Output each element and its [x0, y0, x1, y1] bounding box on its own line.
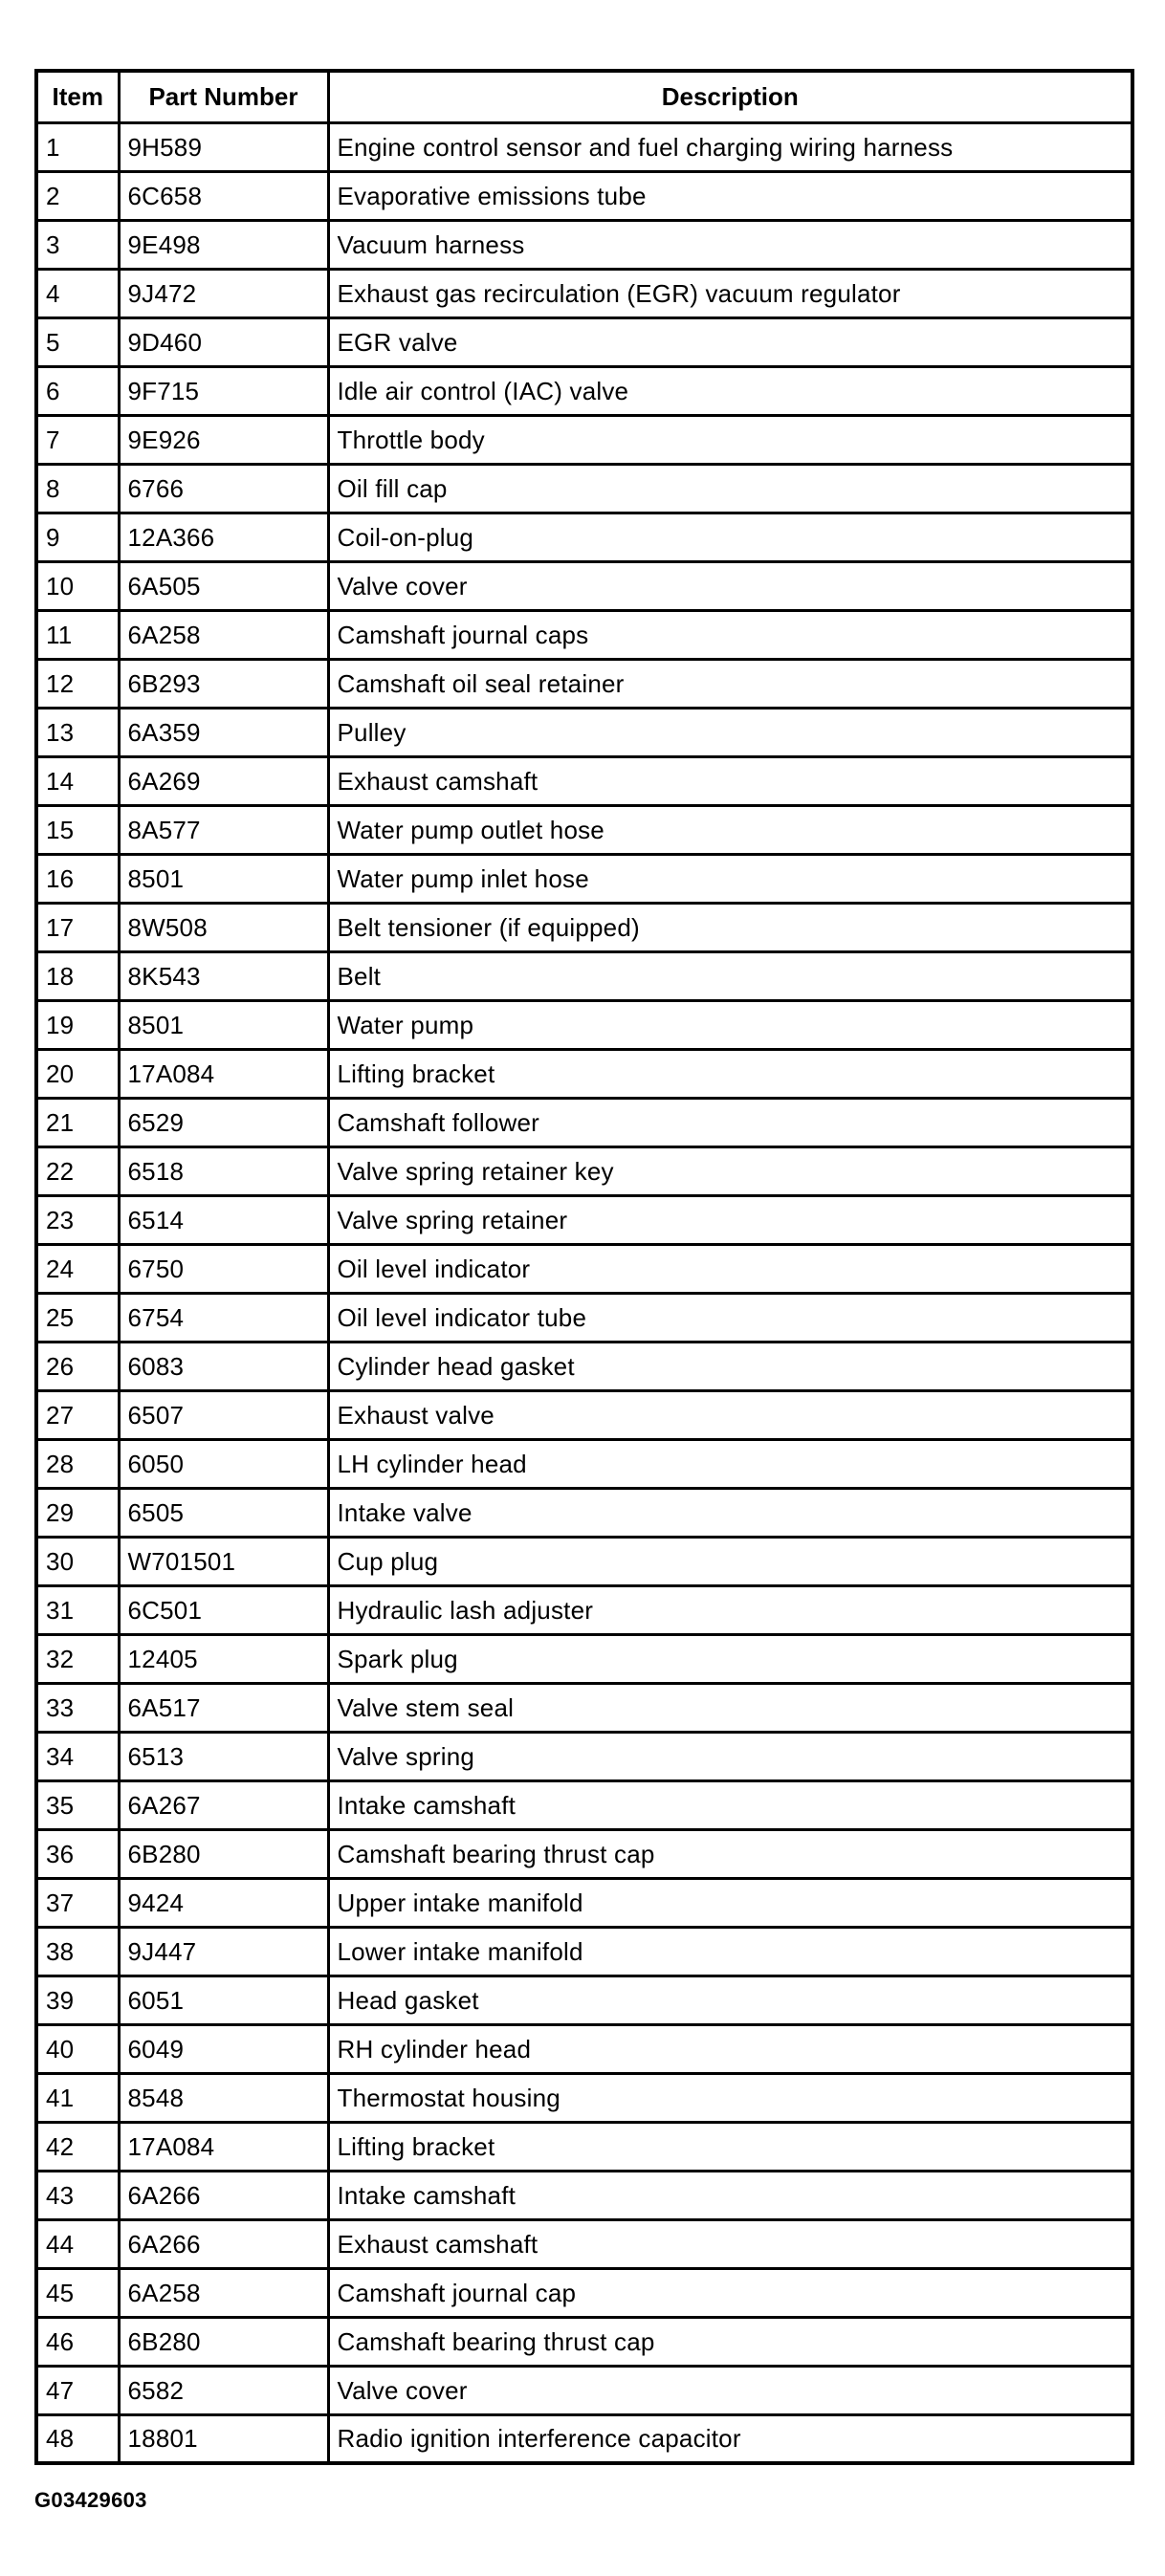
table-row — [36, 1927, 1132, 1976]
cell-description: Throttle body — [328, 415, 1132, 464]
cell-item: 30 — [36, 1537, 119, 1585]
table-header — [36, 71, 1132, 122]
table-row — [36, 2414, 1132, 2463]
cell-item: 15 — [36, 805, 119, 854]
table-row — [36, 1146, 1132, 1195]
cell-description: Belt tensioner (if equipped) — [328, 903, 1132, 951]
cell-part-number: 8548 — [119, 2073, 328, 2122]
cell-item: 27 — [36, 1390, 119, 1439]
cell-description: Oil fill cap — [328, 464, 1132, 513]
table-row — [36, 464, 1132, 513]
table-row — [36, 513, 1132, 561]
cell-part-number: 6505 — [119, 1488, 328, 1537]
cell-part-number: 6750 — [119, 1244, 328, 1293]
cell-description: Water pump inlet hose — [328, 854, 1132, 903]
cell-description: Camshaft bearing thrust cap — [328, 2317, 1132, 2366]
cell-item: 7 — [36, 415, 119, 464]
table-row — [36, 2073, 1132, 2122]
cell-description: Belt — [328, 951, 1132, 1000]
cell-item: 23 — [36, 1195, 119, 1244]
cell-part-number: 6B280 — [119, 2317, 328, 2366]
cell-part-number: 6A266 — [119, 2219, 328, 2268]
table-row — [36, 561, 1132, 610]
cell-description: Exhaust gas recirculation (EGR) vacuum regulator — [328, 269, 1132, 317]
cell-item: 46 — [36, 2317, 119, 2366]
cell-description: Coil-on-plug — [328, 513, 1132, 561]
table-row — [36, 1488, 1132, 1537]
table-row — [36, 1732, 1132, 1780]
cell-description: LH cylinder head — [328, 1439, 1132, 1488]
cell-description: Valve cover — [328, 561, 1132, 610]
table-row — [36, 708, 1132, 756]
table-row — [36, 1342, 1132, 1390]
cell-description: Oil level indicator tube — [328, 1293, 1132, 1342]
cell-description: Vacuum harness — [328, 220, 1132, 269]
cell-description: Lifting bracket — [328, 2122, 1132, 2171]
cell-part-number: 6A267 — [119, 1780, 328, 1829]
cell-part-number: 6051 — [119, 1976, 328, 2024]
cell-item: 21 — [36, 1098, 119, 1146]
cell-part-number: 18801 — [119, 2414, 328, 2463]
table-row — [36, 854, 1132, 903]
cell-item: 11 — [36, 610, 119, 659]
cell-description: Hydraulic lash adjuster — [328, 1585, 1132, 1634]
cell-part-number: 8501 — [119, 854, 328, 903]
cell-item: 44 — [36, 2219, 119, 2268]
table-row — [36, 951, 1132, 1000]
cell-description: Valve spring retainer key — [328, 1146, 1132, 1195]
table-row — [36, 2024, 1132, 2073]
header-row — [36, 71, 1132, 122]
cell-description: Exhaust valve — [328, 1390, 1132, 1439]
parts-table — [34, 69, 1134, 2465]
cell-item: 41 — [36, 2073, 119, 2122]
table-row — [36, 220, 1132, 269]
cell-item: 9 — [36, 513, 119, 561]
column-header-part-number: Part Number — [119, 71, 328, 122]
cell-part-number: 9H589 — [119, 122, 328, 171]
cell-item: 36 — [36, 1829, 119, 1878]
table-row — [36, 366, 1132, 415]
cell-description: Water pump — [328, 1000, 1132, 1049]
table-row — [36, 903, 1132, 951]
table-row — [36, 2122, 1132, 2171]
cell-description: Valve cover — [328, 2366, 1132, 2414]
table-row — [36, 1390, 1132, 1439]
cell-item: 18 — [36, 951, 119, 1000]
cell-part-number: 6507 — [119, 1390, 328, 1439]
cell-description: Intake camshaft — [328, 1780, 1132, 1829]
cell-item: 1 — [36, 122, 119, 171]
cell-part-number: 12405 — [119, 1634, 328, 1683]
cell-description: Evaporative emissions tube — [328, 171, 1132, 220]
cell-item: 5 — [36, 317, 119, 366]
cell-item: 35 — [36, 1780, 119, 1829]
cell-part-number: 17A084 — [119, 1049, 328, 1098]
table-row — [36, 1585, 1132, 1634]
cell-part-number: 12A366 — [119, 513, 328, 561]
table-row — [36, 122, 1132, 171]
cell-item: 29 — [36, 1488, 119, 1537]
cell-description: Lower intake manifold — [328, 1927, 1132, 1976]
cell-description: Exhaust camshaft — [328, 2219, 1132, 2268]
table-row — [36, 1634, 1132, 1683]
cell-description: Lifting bracket — [328, 1049, 1132, 1098]
cell-part-number: 6B293 — [119, 659, 328, 708]
table-row — [36, 415, 1132, 464]
cell-description: Valve stem seal — [328, 1683, 1132, 1732]
cell-description: Head gasket — [328, 1976, 1132, 2024]
table-row — [36, 269, 1132, 317]
cell-item: 31 — [36, 1585, 119, 1634]
cell-item: 37 — [36, 1878, 119, 1927]
table-row — [36, 2219, 1132, 2268]
cell-item: 39 — [36, 1976, 119, 2024]
table-row — [36, 1049, 1132, 1098]
cell-part-number: 9E498 — [119, 220, 328, 269]
cell-item: 12 — [36, 659, 119, 708]
table-row — [36, 1537, 1132, 1585]
cell-item: 32 — [36, 1634, 119, 1683]
cell-part-number: 9J472 — [119, 269, 328, 317]
table-row — [36, 1780, 1132, 1829]
cell-part-number: 8W508 — [119, 903, 328, 951]
table-row — [36, 1000, 1132, 1049]
cell-item: 38 — [36, 1927, 119, 1976]
table-row — [36, 2171, 1132, 2219]
cell-description: Camshaft follower — [328, 1098, 1132, 1146]
cell-description: Intake valve — [328, 1488, 1132, 1537]
cell-item: 8 — [36, 464, 119, 513]
cell-description: Spark plug — [328, 1634, 1132, 1683]
cell-item: 48 — [36, 2414, 119, 2463]
cell-description: EGR valve — [328, 317, 1132, 366]
table-row — [36, 1098, 1132, 1146]
cell-description: Camshaft bearing thrust cap — [328, 1829, 1132, 1878]
column-header-description: Description — [328, 71, 1132, 122]
table-row — [36, 610, 1132, 659]
cell-description: Camshaft journal cap — [328, 2268, 1132, 2317]
cell-description: Radio ignition interference capacitor — [328, 2414, 1132, 2463]
cell-description: RH cylinder head — [328, 2024, 1132, 2073]
table-row — [36, 2268, 1132, 2317]
cell-part-number: 6766 — [119, 464, 328, 513]
cell-item: 20 — [36, 1049, 119, 1098]
table-row — [36, 1244, 1132, 1293]
cell-part-number: 8501 — [119, 1000, 328, 1049]
cell-part-number: 6049 — [119, 2024, 328, 2073]
table-row — [36, 805, 1132, 854]
cell-part-number: 6A266 — [119, 2171, 328, 2219]
cell-part-number: W701501 — [119, 1537, 328, 1585]
cell-item: 45 — [36, 2268, 119, 2317]
cell-item: 19 — [36, 1000, 119, 1049]
table-row — [36, 1683, 1132, 1732]
table-row — [36, 659, 1132, 708]
cell-part-number: 6529 — [119, 1098, 328, 1146]
cell-part-number: 8K543 — [119, 951, 328, 1000]
cell-part-number: 6A258 — [119, 610, 328, 659]
cell-description: Cup plug — [328, 1537, 1132, 1585]
cell-description: Upper intake manifold — [328, 1878, 1132, 1927]
cell-part-number: 6A517 — [119, 1683, 328, 1732]
cell-part-number: 6582 — [119, 2366, 328, 2414]
cell-part-number: 6B280 — [119, 1829, 328, 1878]
figure-id: G03429603 — [34, 2488, 147, 2512]
cell-part-number: 6A269 — [119, 756, 328, 805]
cell-part-number: 6050 — [119, 1439, 328, 1488]
table-body — [36, 122, 1132, 2463]
cell-item: 34 — [36, 1732, 119, 1780]
cell-item: 17 — [36, 903, 119, 951]
cell-description: Cylinder head gasket — [328, 1342, 1132, 1390]
cell-item: 28 — [36, 1439, 119, 1488]
table-row — [36, 1439, 1132, 1488]
cell-part-number: 6A505 — [119, 561, 328, 610]
cell-description: Thermostat housing — [328, 2073, 1132, 2122]
cell-part-number: 6514 — [119, 1195, 328, 1244]
cell-part-number: 6C658 — [119, 171, 328, 220]
cell-description: Valve spring — [328, 1732, 1132, 1780]
cell-item: 40 — [36, 2024, 119, 2073]
cell-item: 42 — [36, 2122, 119, 2171]
cell-description: Pulley — [328, 708, 1132, 756]
cell-item: 26 — [36, 1342, 119, 1390]
table-row — [36, 1293, 1132, 1342]
cell-description: Water pump outlet hose — [328, 805, 1132, 854]
cell-part-number: 6A359 — [119, 708, 328, 756]
cell-item: 24 — [36, 1244, 119, 1293]
cell-part-number: 6C501 — [119, 1585, 328, 1634]
cell-part-number: 9E926 — [119, 415, 328, 464]
cell-part-number: 6518 — [119, 1146, 328, 1195]
cell-item: 43 — [36, 2171, 119, 2219]
table-row — [36, 2317, 1132, 2366]
table-row — [36, 1829, 1132, 1878]
cell-item: 47 — [36, 2366, 119, 2414]
cell-item: 25 — [36, 1293, 119, 1342]
cell-description: Exhaust camshaft — [328, 756, 1132, 805]
cell-description: Camshaft journal caps — [328, 610, 1132, 659]
table-row — [36, 756, 1132, 805]
cell-part-number: 6A258 — [119, 2268, 328, 2317]
cell-part-number: 8A577 — [119, 805, 328, 854]
table-row — [36, 171, 1132, 220]
cell-part-number: 17A084 — [119, 2122, 328, 2171]
cell-item: 16 — [36, 854, 119, 903]
cell-description: Camshaft oil seal retainer — [328, 659, 1132, 708]
cell-part-number: 9424 — [119, 1878, 328, 1927]
table-row — [36, 1195, 1132, 1244]
cell-part-number: 9F715 — [119, 366, 328, 415]
cell-description: Engine control sensor and fuel charging wiring harness — [328, 122, 1132, 171]
cell-item: 14 — [36, 756, 119, 805]
cell-description: Valve spring retainer — [328, 1195, 1132, 1244]
table-row — [36, 1976, 1132, 2024]
cell-part-number: 9D460 — [119, 317, 328, 366]
cell-item: 4 — [36, 269, 119, 317]
cell-item: 33 — [36, 1683, 119, 1732]
cell-part-number: 6083 — [119, 1342, 328, 1390]
table-row — [36, 1878, 1132, 1927]
cell-part-number: 6513 — [119, 1732, 328, 1780]
cell-item: 2 — [36, 171, 119, 220]
cell-description: Oil level indicator — [328, 1244, 1132, 1293]
cell-item: 6 — [36, 366, 119, 415]
cell-description: Idle air control (IAC) valve — [328, 366, 1132, 415]
cell-description: Intake camshaft — [328, 2171, 1132, 2219]
cell-part-number: 9J447 — [119, 1927, 328, 1976]
cell-item: 22 — [36, 1146, 119, 1195]
cell-item: 13 — [36, 708, 119, 756]
table-row — [36, 317, 1132, 366]
cell-item: 10 — [36, 561, 119, 610]
cell-part-number: 6754 — [119, 1293, 328, 1342]
cell-item: 3 — [36, 220, 119, 269]
table-row — [36, 2366, 1132, 2414]
column-header-item: Item — [36, 71, 119, 122]
